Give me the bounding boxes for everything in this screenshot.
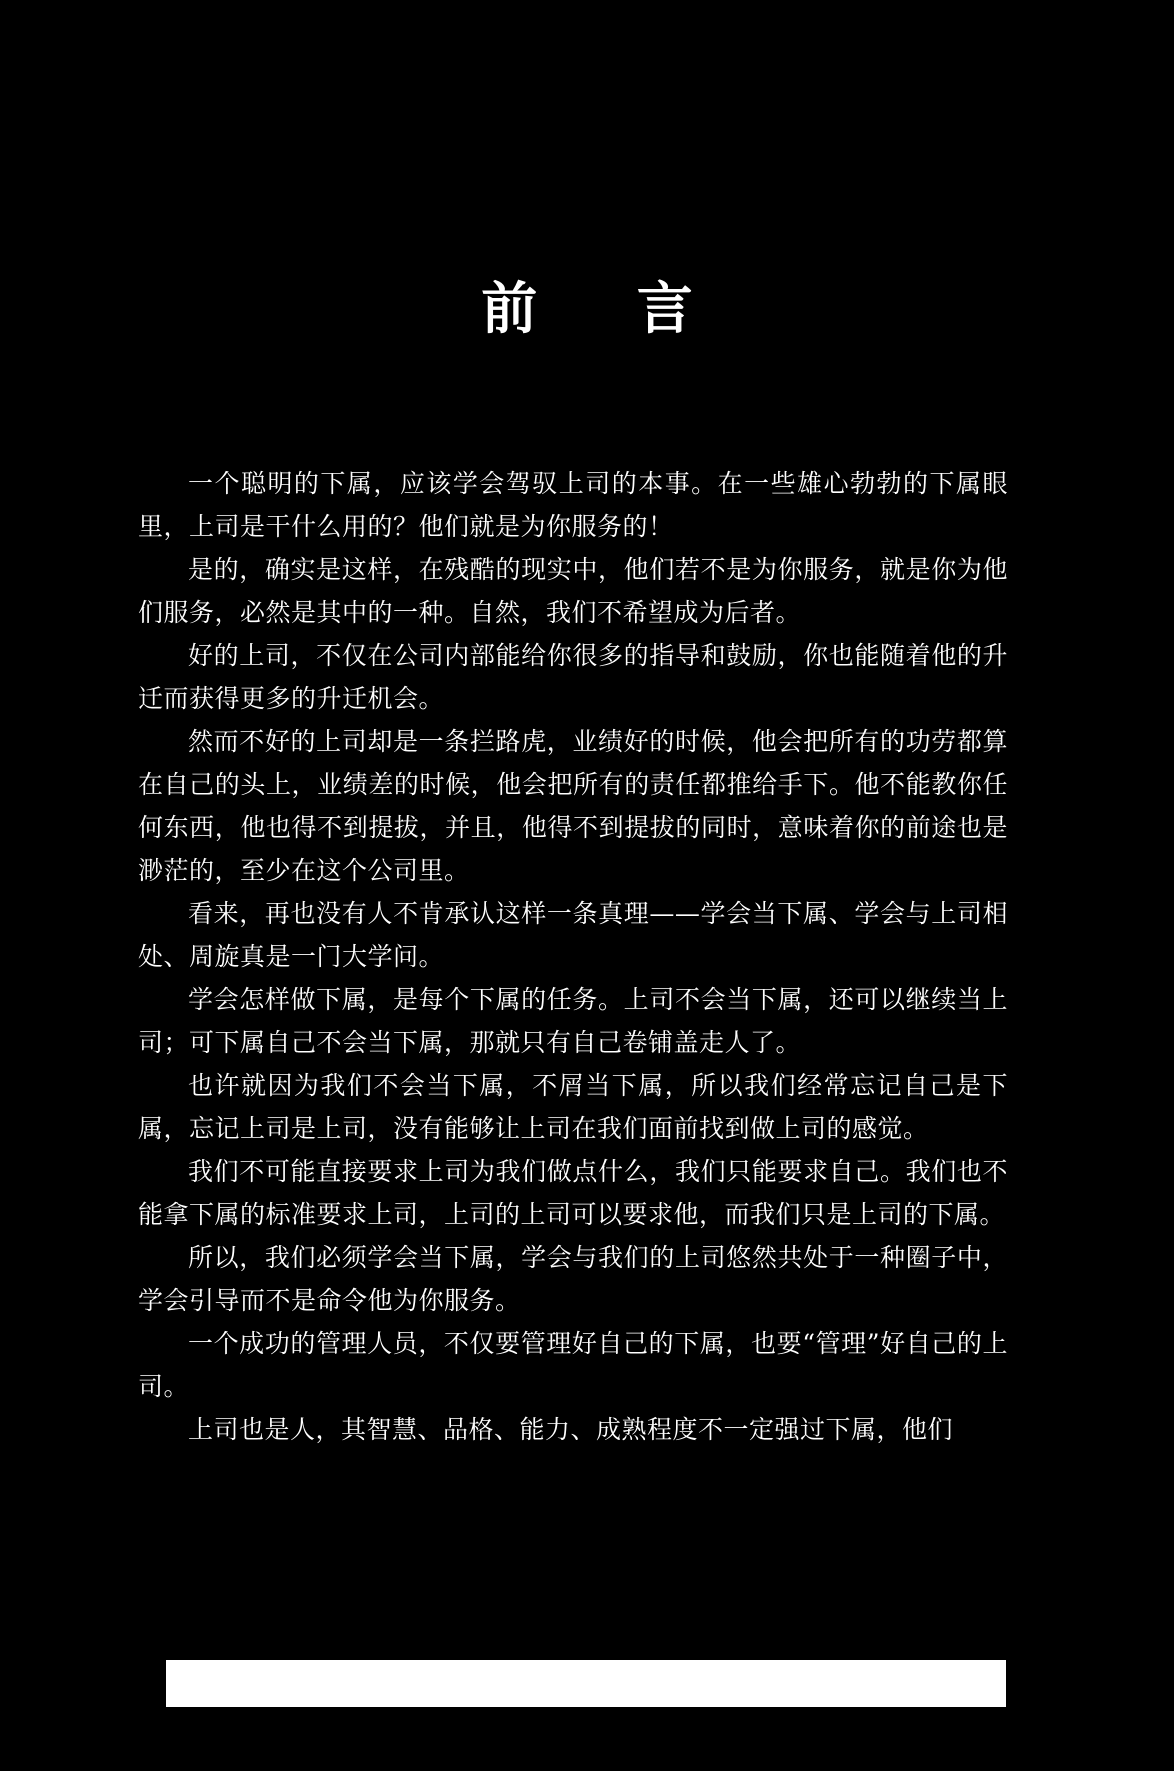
- paragraph: 上司也是人，其智慧、品格、能力、成熟程度不一定强过下属，他们: [188, 1415, 954, 1444]
- paragraph: 是的，确实是这样，在残酷的现实中，他们若不是为你服务，就是你为他们服务，必然是其中的一种。自然，我们不希望成为后者。: [138, 555, 1008, 627]
- paragraph: 一个聪明的下属，应该学会驾驭上司的本事。在一些雄心勃勃的下属眼里，上司是干什么用的？他们就是为你服务的！: [138, 469, 1008, 541]
- paragraph: 好的上司，不仅在公司内部能给你很多的指导和鼓励，你也能随着他的升迁而获得更多的升迁机会。: [138, 641, 1008, 713]
- paragraph: 看来，再也没有人不肯承认这样一条真理——学会当下属、学会与上司相处、周旋真是一门大学问。: [138, 899, 1008, 971]
- page-title: 前 言: [481, 277, 733, 342]
- paragraph: 一个成功的管理人员，不仅要管理好自己的下属，也要“管理”好自己的上司。: [138, 1329, 1008, 1401]
- paragraph: 我们不可能直接要求上司为我们做点什么，我们只能要求自己。我们也不能拿下属的标准要求上司，上司的上司可以要求他，而我们只是上司的下属。: [138, 1157, 1008, 1229]
- paragraph: 也许就因为我们不会当下属，不屑当下属，所以我们经常忘记自己是下属，忘记上司是上司，没有能够让上司在我们面前找到做上司的感觉。: [138, 1071, 1008, 1143]
- paragraph: 所以，我们必须学会当下属，学会与我们的上司悠然共处于一种圈子中，学会引导而不是命令他为你服务。: [138, 1243, 1008, 1315]
- body-text: [138, 462, 1008, 1451]
- paragraph: 然而不好的上司却是一条拦路虎，业绩好的时候，他会把所有的功劳都算在自己的头上，业绩差的时候，他会把所有的责任都推给手下。他不能教你任何东西，他也得不到提拔，并且，他得不到提拔的同时，意味着你的前途也是渺茫的，至少在这个公司里。: [138, 727, 1008, 885]
- footer-bar: [166, 1660, 1006, 1707]
- paragraph: 学会怎样做下属，是每个下属的任务。上司不会当下属，还可以继续当上司；可下属自己不会当下属，那就只有自己卷铺盖走人了。: [138, 985, 1008, 1057]
